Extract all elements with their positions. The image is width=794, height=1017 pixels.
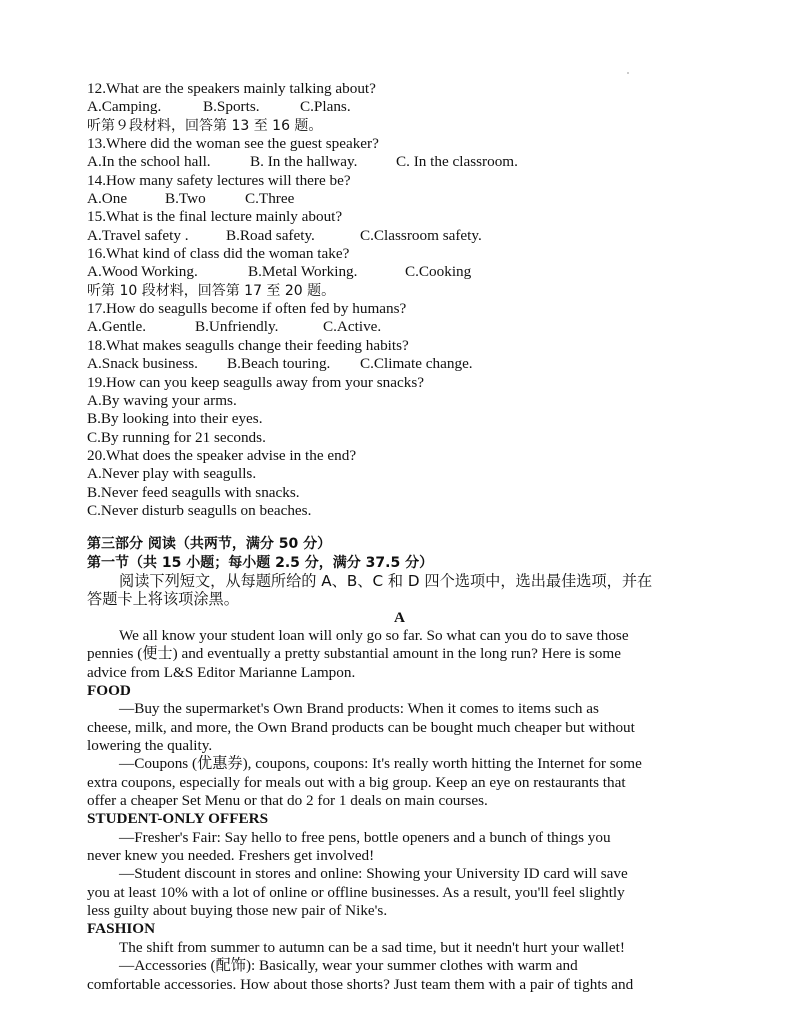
passage-heading: FOOD [87,682,131,699]
question-stem: 19.How can you keep seagulls away from your snacks? [87,373,424,391]
paragraph-line: —Student discount in stores and online: Showing your University ID card will save [119,865,628,883]
paragraph-line: extra coupons, especially for meals out with a big group. Keep an eye on restaurants that [87,773,626,791]
answer-options [87,190,712,208]
answer-option: B.Beach touring. [227,355,331,373]
answer-options [87,318,712,336]
answer-option: C. In the classroom. [396,153,518,171]
paragraph-line: offer a cheaper Set Menu or that do 2 for 1 deals on main courses. [87,792,488,810]
answer-option: A.One [87,190,128,208]
question-stem: 18.What makes seagulls change their feeding habits? [87,336,409,354]
passage-heading: STUDENT-ONLY OFFERS [87,810,269,828]
answer-options [87,484,712,502]
instruction-line: 阅读下列短文，从每题所给的 A、B、C 和 D 四个选项中，选出最佳选项，并在 [119,571,653,590]
passage-paragraph [87,755,712,810]
paragraph-line: cheese, milk, and more, the Own Brand products can be bought much cheaper but without [87,718,635,736]
answer-options [87,355,712,373]
passage-a [87,627,712,994]
answer-option: C.Cooking [405,263,472,281]
paragraph-line: —Coupons (优惠券), coupons, coupons: It's really worth hitting the Internet for some [119,755,642,773]
paragraph-line: advice from L&S Editor Marianne Lampon. [87,663,356,681]
answer-option: B. In the hallway. [250,153,358,171]
answer-options [87,410,712,428]
answer-options [87,153,712,171]
answer-option: B.Unfriendly. [195,318,279,336]
exam-page [87,80,712,994]
answer-option: C.Classroom safety. [360,226,482,244]
answer-option: B.By looking into their eyes. [87,410,263,428]
paragraph-line: —Accessories (配饰): Basically, wear your summer clothes with warm and [119,957,578,975]
passage-paragraph [87,865,712,920]
scan-speck [627,72,629,74]
paragraph-line: The shift from summer to autumn can be a sad time, but it needn't hurt your wallet! [119,938,625,956]
paragraph-line: never knew you needed. Freshers get involved! [87,847,375,865]
answer-options [87,227,712,245]
answer-options [87,429,712,447]
answer-option: A.Camping. [87,98,162,116]
question-stem: 13.Where did the woman see the guest speaker? [87,135,379,153]
passage-paragraph [87,700,712,755]
answer-option: A.In the school hall. [87,153,211,171]
question-stem: 14.How many safety lectures will there be? [87,171,351,189]
paragraph-line: less guilty about buying those new pair of Nike's. [87,902,388,920]
answer-option: C.Never disturb seagulls on beaches. [87,501,312,519]
passage-paragraph [87,627,712,682]
answer-option: A.Wood Working. [87,263,198,281]
answer-option: B.Metal Working. [248,263,358,281]
question-stem: 16.What kind of class did the woman take? [87,245,350,263]
answer-option: A.Never play with seagulls. [87,465,257,483]
answer-option: B.Two [165,190,206,208]
paragraph-line: —Fresher's Fair: Say hello to free pens, bottle openers and a bunch of things you [119,828,611,846]
passage-paragraph [87,829,712,866]
answer-option: C.Climate change. [360,355,473,373]
part-three-title: 第三部分 阅读（共两节，满分 50 分） [87,536,332,553]
paragraph-line: pennies (便士) and eventually a pretty substantial amount in the long run? Here is some [87,645,621,663]
question-stem: 15.What is the final lecture mainly about? [87,208,343,226]
listening-instruction: 听第 10 段材料，回答第 17 至 20 题。 [87,282,336,299]
passage-heading: FASHION [87,920,156,938]
answer-option: C.Active. [323,318,382,336]
answer-option: C.By running for 21 seconds. [87,428,266,446]
listening-section [87,80,712,520]
answer-options [87,98,712,116]
answer-options [87,392,712,410]
section-gap [87,520,712,535]
answer-option: C.Three [245,190,295,208]
passage-paragraph [87,957,712,994]
answer-options [87,502,712,520]
section-one-title: 第一节（共 15 小题；每小题 2.5 分，满分 37.5 分） [87,554,434,571]
answer-options [87,465,712,483]
answer-option: B.Sports. [203,98,260,116]
paragraph-line: lowering the quality. [87,737,213,755]
answer-option: B.Never feed seagulls with snacks. [87,483,300,501]
answer-option: A.By waving your arms. [87,391,237,409]
instructions [87,572,712,609]
question-stem: 12.What are the speakers mainly talking about? [87,80,376,97]
answer-option: A.Snack business. [87,355,198,373]
listening-instruction: 听第９段材料，回答第 13 至 16 题。 [87,117,323,134]
paragraph-line: comfortable accessories. How about those shorts? Just team them with a pair of tights and [87,975,634,993]
answer-options [87,263,712,281]
answer-option: A.Gentle. [87,318,147,336]
passage-letter: A [394,608,405,626]
passage-paragraph [87,939,712,957]
paragraph-line: We all know your student loan will only go so far. So what can you do to save those [119,626,629,644]
question-stem: 17.How do seagulls become if often fed by humans? [87,300,407,318]
paragraph-line: you at least 10% with a lot of online or offline businesses. As a result, you'll feel slightly [87,883,625,901]
answer-option: A.Travel safety . [87,226,189,244]
answer-option: B.Road safety. [226,226,315,244]
paragraph-line: —Buy the supermarket's Own Brand products: When it comes to items such as [119,700,599,718]
answer-option: C.Plans. [300,98,351,116]
instruction-line: 答题卡上将该项涂黑。 [87,590,239,609]
question-stem: 20.What does the speaker advise in the end? [87,446,357,464]
